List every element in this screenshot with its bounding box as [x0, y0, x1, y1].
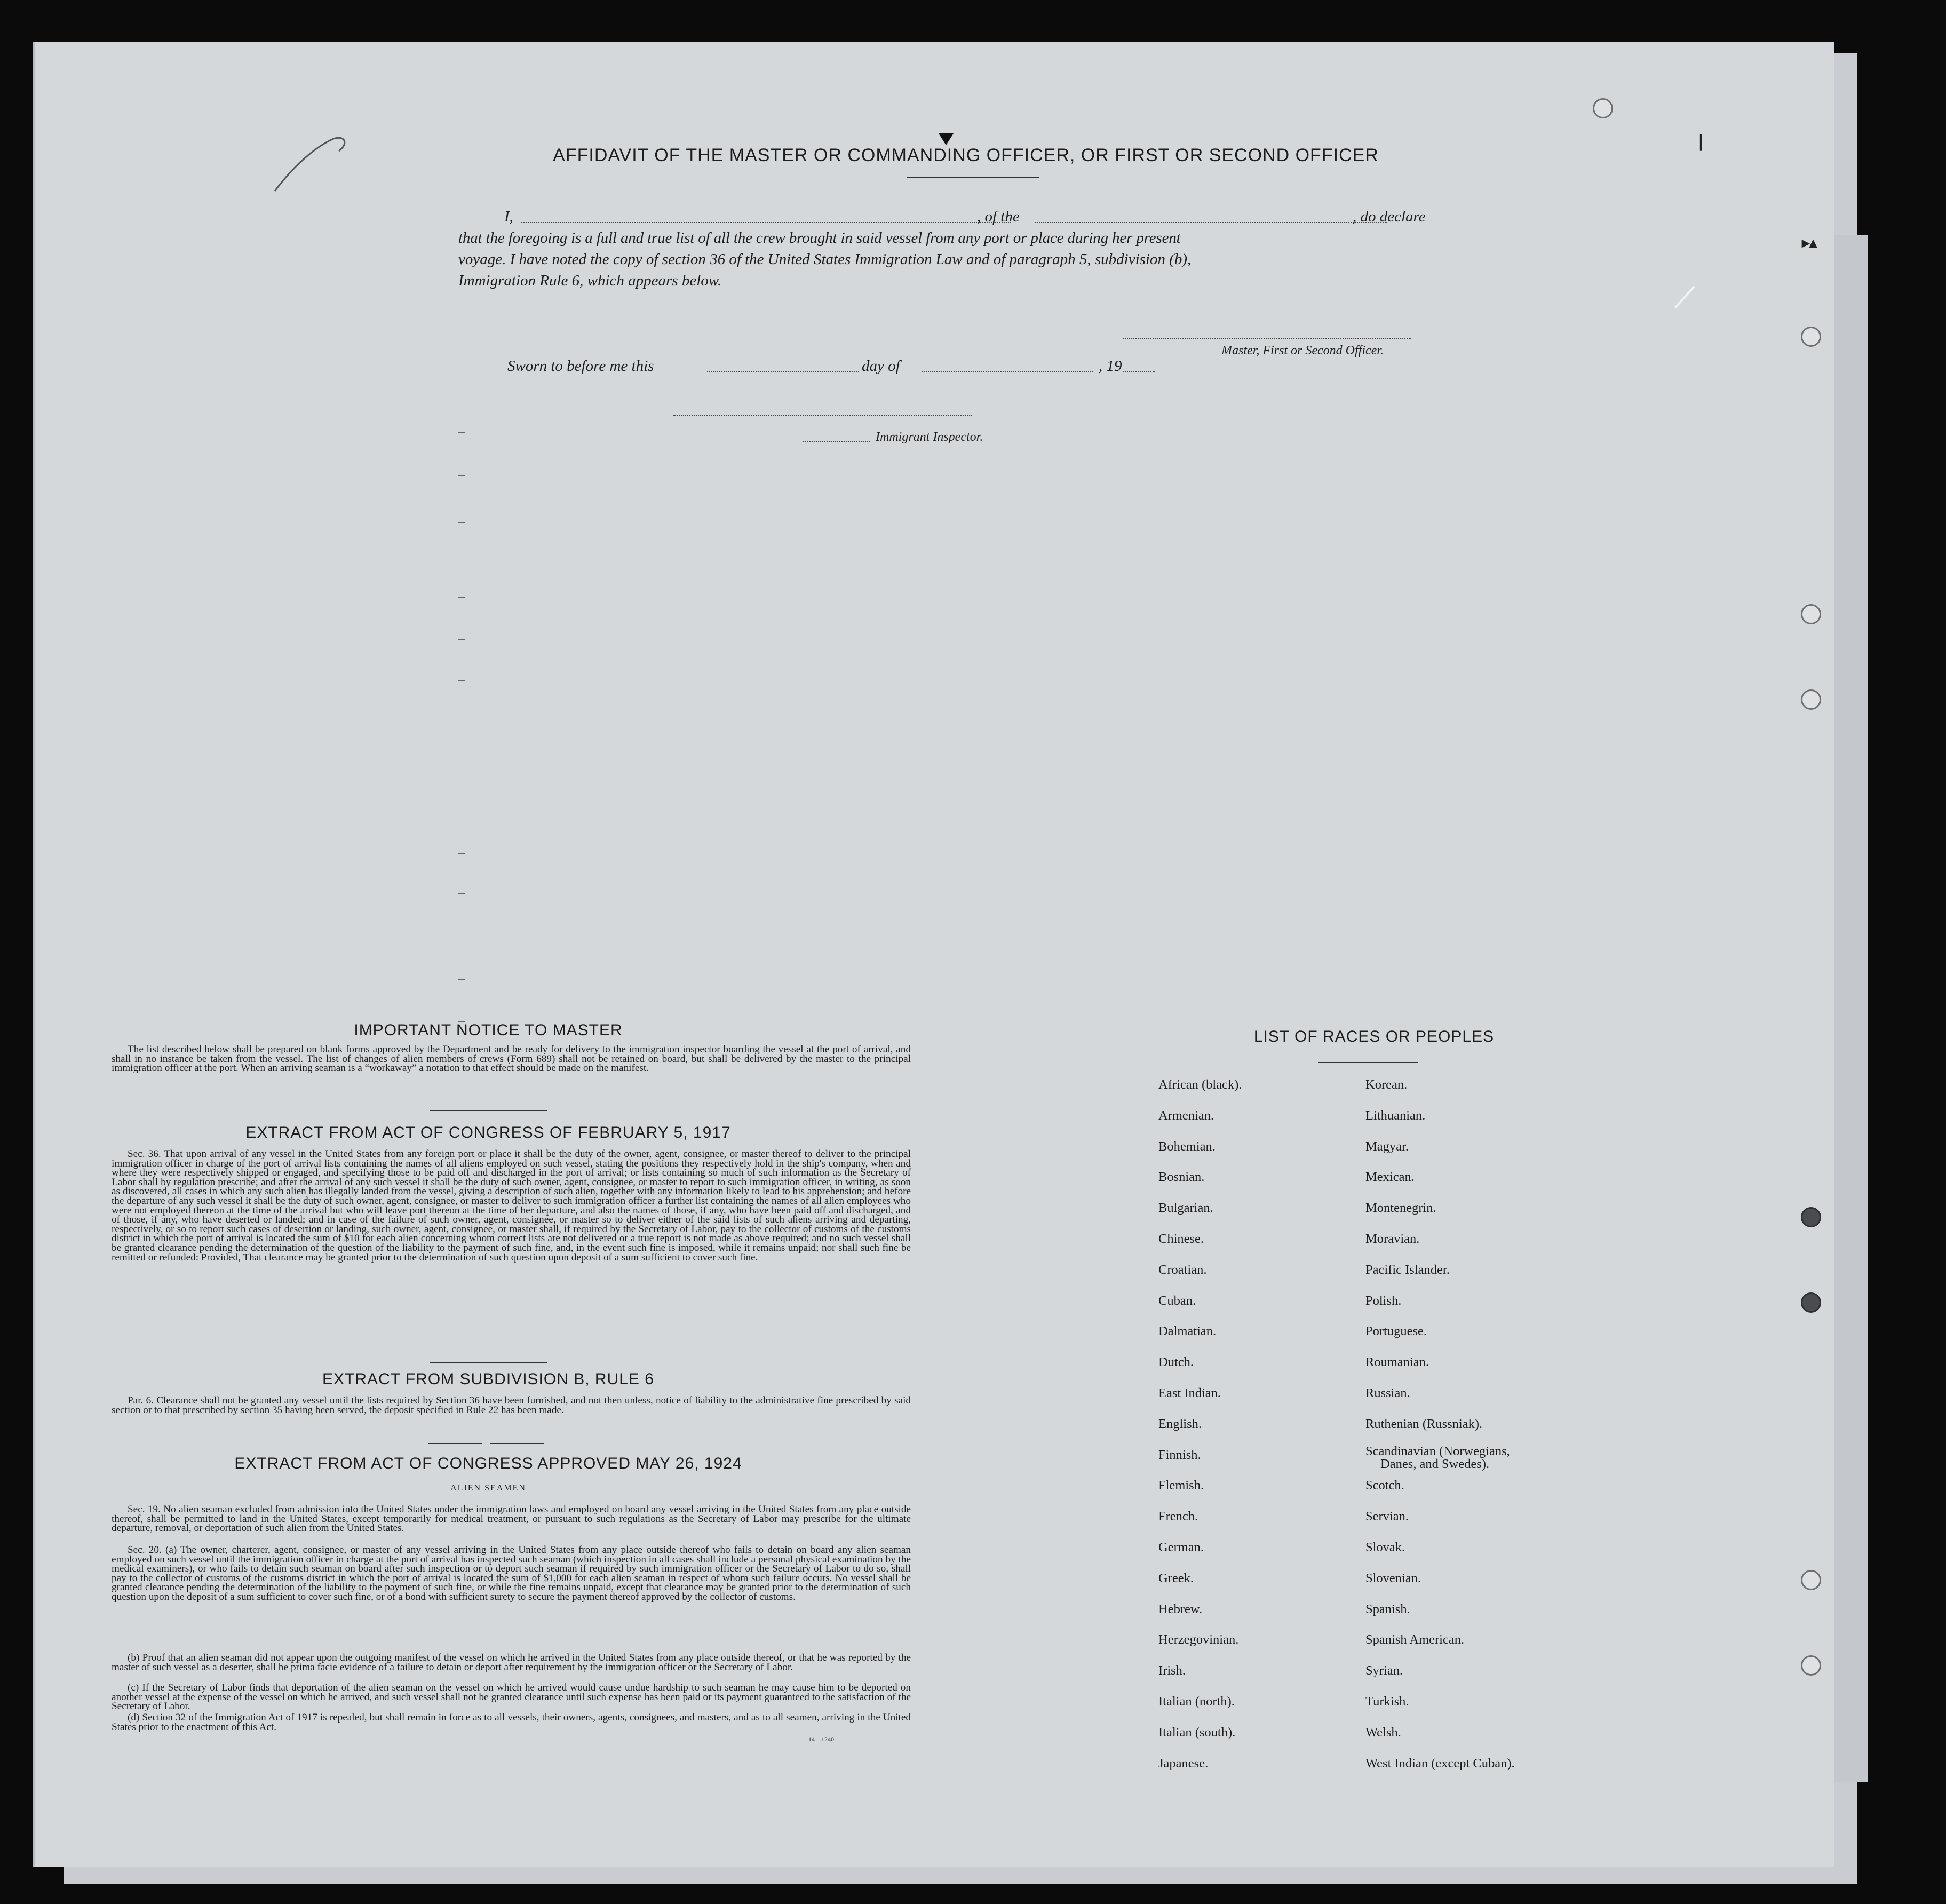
- declaration-line-3: voyage. I have noted the copy of section 36 of the United States Immigration Law and of paragraph 5, subdivision (b),: [458, 251, 1192, 268]
- race-item: Italian (north).: [1158, 1694, 1235, 1709]
- race-item: Montenegrin.: [1365, 1201, 1436, 1216]
- declaration-line-4: Immigration Rule 6, which appears below.: [458, 272, 722, 289]
- section-rule: [430, 1362, 547, 1363]
- inspector-label: Immigrant Inspector.: [876, 430, 983, 444]
- declaration-line-2: that the foregoing is a full and true list of all the crew brought in said vessel from any port or place during her present: [458, 229, 1181, 247]
- form-number: 14—1240: [808, 1735, 834, 1743]
- year-prefix: , 19: [1099, 358, 1122, 375]
- month-blank[interactable]: [922, 371, 1093, 372]
- year-blank[interactable]: [1123, 371, 1155, 372]
- scratch-mark: [1673, 284, 1696, 310]
- race-item: Spanish.: [1365, 1601, 1410, 1616]
- binder-hole: [1801, 1570, 1821, 1590]
- margin-dash: [458, 979, 465, 980]
- declaration-of-the: , of the: [977, 208, 1020, 225]
- race-item: West Indian (except Cuban).: [1365, 1756, 1515, 1771]
- race-item: Irish.: [1158, 1663, 1186, 1678]
- race-item: Slovenian.: [1365, 1570, 1421, 1585]
- section-rule: [428, 1443, 482, 1444]
- pencil-mark: [269, 132, 355, 196]
- day-blank[interactable]: [707, 371, 859, 372]
- race-item: French.: [1158, 1509, 1198, 1524]
- margin-dash: [458, 597, 465, 598]
- binder-hole: [1801, 689, 1821, 710]
- race-item: Dutch.: [1158, 1355, 1194, 1370]
- alien-seamen-subtitle: ALIEN SEAMEN: [450, 1483, 526, 1493]
- punch-mark: [939, 133, 954, 145]
- inspector-name-blank[interactable]: [803, 441, 870, 442]
- extract-rule6-title: EXTRACT FROM SUBDIVISION B, RULE 6: [322, 1370, 654, 1388]
- race-item: Syrian.: [1365, 1663, 1403, 1678]
- race-item: Pacific Islander.: [1365, 1262, 1450, 1277]
- extract-1924-sec20c: (c) If the Secretary of Labor finds that deportation of the alien seaman on the vessel on which he arrived would cause undue hardship to such seaman he may cause him to be deported on another vessel at the expense of the vessel on which he arrived, and such vessel shall not be granted clearance until such expense has been paid or its payment guaranteed to the satisfaction of the Secretary of Labor.: [112, 1682, 911, 1712]
- section-rule: [430, 1110, 547, 1111]
- inspector-signature-blank[interactable]: [673, 415, 972, 416]
- edge-mark: ❘: [1694, 133, 1708, 150]
- race-item: Polish.: [1365, 1293, 1402, 1308]
- binder-hole: [1801, 327, 1821, 347]
- race-item: English.: [1158, 1416, 1202, 1431]
- signature-blank[interactable]: [1123, 338, 1411, 339]
- margin-dash: [458, 432, 465, 433]
- race-item: Bosnian.: [1158, 1170, 1205, 1185]
- race-item: Dalmatian.: [1158, 1324, 1217, 1339]
- race-item: Russian.: [1365, 1386, 1410, 1400]
- extract-rule6-text: Par. 6. Clearance shall not be granted any vessel until the lists required by Section 36 have been furnished, and not then unless, notice of liability to the administrative fine prescribed by said section or to that prescribed by section 35 having been served, the deposit specified in Rule 22 has been made.: [112, 1395, 911, 1416]
- race-item: Moravian.: [1365, 1232, 1420, 1246]
- race-item: Japanese.: [1158, 1756, 1209, 1771]
- race-item: Portuguese.: [1365, 1324, 1427, 1339]
- races-title-rule: [1318, 1062, 1418, 1063]
- race-item: Scandinavian (Norwegians, Danes, and Swedes).: [1365, 1443, 1510, 1471]
- race-item: Servian.: [1365, 1509, 1409, 1524]
- race-item: German.: [1158, 1540, 1204, 1554]
- margin-dash: [458, 853, 465, 854]
- notice-text: The list described below shall be prepared on blank forms approved by the Department and be ready for delivery to the immigration inspector boarding the vessel at the port of arrival, and shall in no instance be taken from the vessel. The list of changes of alien members of crews (Form 689) shall not be retained on board, but shall be delivered by the master to the principal immigration officer at the port. When an arriving seaman is a “workaway” a notation to that effect should be made on the manifest.: [112, 1044, 911, 1074]
- extract-1917-title: EXTRACT FROM ACT OF CONGRESS OF FEBRUARY 5, 1917: [245, 1124, 731, 1141]
- margin-dash: [458, 639, 465, 640]
- race-item: Greek.: [1158, 1570, 1194, 1585]
- edge-mark: ▸▴: [1802, 234, 1817, 251]
- margin-dash: [458, 475, 465, 476]
- signature-label: Master, First or Second Officer.: [1221, 344, 1384, 358]
- day-of-label: day of: [862, 358, 900, 375]
- race-item: Armenian.: [1158, 1108, 1214, 1123]
- race-item: Hebrew.: [1158, 1601, 1203, 1616]
- vessel-blank[interactable]: [1035, 222, 1387, 223]
- declaration-do-declare: , do declare: [1353, 208, 1426, 225]
- race-item: Bulgarian.: [1158, 1201, 1213, 1216]
- extract-1917-text: Sec. 36. That upon arrival of any vessel in the United States from any foreign port or place it shall be the duty of the owner, agent, consignee, or master thereof to deliver to the principal immigration officer in charge of the port of arrival lists containing the names of all aliens employed on such vessel, stating the positions they respectively hold in the ship's company, when and where they were respectively shipped or engaged, and specifying those to be paid off and discharged in the port of arrival; or lists containing so much of such information as the Secretary of Labor shall by regulation prescribe; and after the arrival of any such vessel it shall be the duty of such owner, agent, consignee, or master to report to such immigration officer, in writing, as soon as discovered, all cases in which any such alien has illegally landed from the vessel, giving a description of such alien, together with any information likely to lead to his apprehension; and before the departure of any such vessel it shall be the duty of such owner, agent, consignee, or master to deliver to such immigration officer a further list containing the names of all alien employees who were not employed thereon at the time of the arrival but who will leave port thereon at the time of her departure, and also the names of those, if any, who have been paid off and discharged, and of those, if any, who have deserted or landed; and in case of the failure of such owner, agent, consignee, or master so to deliver either of the said lists of such aliens arriving and departing, respectively, or so to report such cases of desertion or landing, such owner, agent, consignee, or master shall, if required by the Secretary of Labor, pay to the collector of customs of the customs district in which the port of arrival is located the sum of $10 for each alien concerning whom correct lists are not delivered or a true report is not made as above required; and no such vessel shall be granted clearance pending the determination of the question of the liability to the payment of such fine, and, in the event such fine is imposed, while it remains unpaid; nor shall such fine be remitted or refunded: Provided, That clearance may be granted prior to the determination of such question upon deposit of a sum sufficient to cover such fine.: [112, 1148, 911, 1263]
- extract-1924-title: EXTRACT FROM ACT OF CONGRESS APPROVED MAY 26, 1924: [234, 1455, 742, 1472]
- extract-1924-sec20a: Sec. 20. (a) The owner, charterer, agent, consignee, or master of any vessel arriving in the United States from any place outside thereof who fails to detain on board any alien seaman employed on such vessel until the immigration officer in charge at the port of arrival has inspected such seaman (which inspection in all cases shall include a personal physical examination by the medical examiners), or who fails to detain such seaman on board after such inspection or to deport such seaman if required by such immigration officer or the Secretary of Labor to do so, shall pay to the collector of customs of the customs district in which the port of arrival is located the sum of $1,000 for each alien seaman in respect of whom such failure occurs. No vessel shall be granted clearance pending the determination of the liability to the payment of such fine, or while the fine remains unpaid, except that clearance may be granted prior to the determination of such question upon the deposit of a sum sufficient to cover such fine, or of a bond with sufficient surety to secure the payment thereof approved by the collector of customs.: [112, 1544, 911, 1602]
- race-item: Magyar.: [1365, 1139, 1409, 1154]
- race-item: Turkish.: [1365, 1694, 1409, 1709]
- race-item: Finnish.: [1158, 1447, 1201, 1462]
- race-item: Slovak.: [1365, 1540, 1405, 1554]
- declaration-i: I,: [504, 208, 513, 225]
- sworn-text: Sworn to before me this: [507, 358, 654, 375]
- race-item: Chinese.: [1158, 1232, 1204, 1246]
- name-blank[interactable]: [521, 222, 1011, 223]
- race-item: Scotch.: [1365, 1478, 1404, 1493]
- race-item: East Indian.: [1158, 1386, 1221, 1400]
- margin-dash: [458, 893, 465, 894]
- binder-hole: [1593, 98, 1613, 118]
- race-item: African (black).: [1158, 1077, 1242, 1092]
- race-item: Herzegovinian.: [1158, 1632, 1239, 1647]
- section-rule: [490, 1443, 544, 1444]
- race-item: Cuban.: [1158, 1293, 1196, 1308]
- title-rule: [907, 177, 1039, 178]
- extract-1924-sec20b: (b) Proof that an alien seaman did not appear upon the outgoing manifest of the vessel on which he arrived in the United States from any place outside thereof, or that he was reported by the master of such vessel as a deserter, shall be prima facie evidence of a failure to detain or deport after requirement by the immigration officer or the Secretary of Labor.: [112, 1652, 911, 1673]
- race-item: Croatian.: [1158, 1262, 1207, 1277]
- race-item: Lithuanian.: [1365, 1108, 1426, 1123]
- binder-hole: [1801, 1292, 1821, 1313]
- binder-hole: [1801, 1655, 1821, 1676]
- race-item: Roumanian.: [1365, 1355, 1429, 1370]
- margin-dash: [458, 680, 465, 681]
- binder-hole: [1801, 604, 1821, 624]
- race-item: Spanish American.: [1365, 1632, 1465, 1647]
- extract-1924-sec19: Sec. 19. No alien seaman excluded from admission into the United States under the immigration laws and employed on board any vessel arriving in the United States from any place outside thereof, shall be permitted to land in the United States, except temporarily for medical treatment, or pursuant to such regulations as the Secretary of Labor may prescribe for the ultimate departure, removal, or deportation of such alien from the United States.: [112, 1504, 911, 1534]
- document-page: [33, 42, 1834, 1867]
- race-item: Korean.: [1365, 1077, 1408, 1092]
- race-item: Italian (south).: [1158, 1725, 1236, 1740]
- affidavit-title: AFFIDAVIT OF THE MASTER OR COMMANDING OFFICER, OR FIRST OR SECOND OFFICER: [553, 145, 1379, 165]
- margin-dash: [458, 522, 465, 523]
- race-item: Bohemian.: [1158, 1139, 1216, 1154]
- race-item: Mexican.: [1365, 1170, 1415, 1185]
- notice-title: IMPORTANT NOTICE TO MASTER: [354, 1021, 623, 1039]
- races-title: LIST OF RACES OR PEOPLES: [1253, 1028, 1495, 1045]
- race-item: Welsh.: [1365, 1725, 1401, 1740]
- extract-1924-sec20d: (d) Section 32 of the Immigration Act of 1917 is repealed, but shall remain in force as to all vessels, their owners, agents, consignees, and masters, and as to all seamen, arriving in the United States prior to the enactment of this Act.: [112, 1712, 911, 1733]
- race-item: Flemish.: [1158, 1478, 1204, 1493]
- race-item: Ruthenian (Russniak).: [1365, 1416, 1483, 1431]
- binder-hole: [1801, 1207, 1821, 1227]
